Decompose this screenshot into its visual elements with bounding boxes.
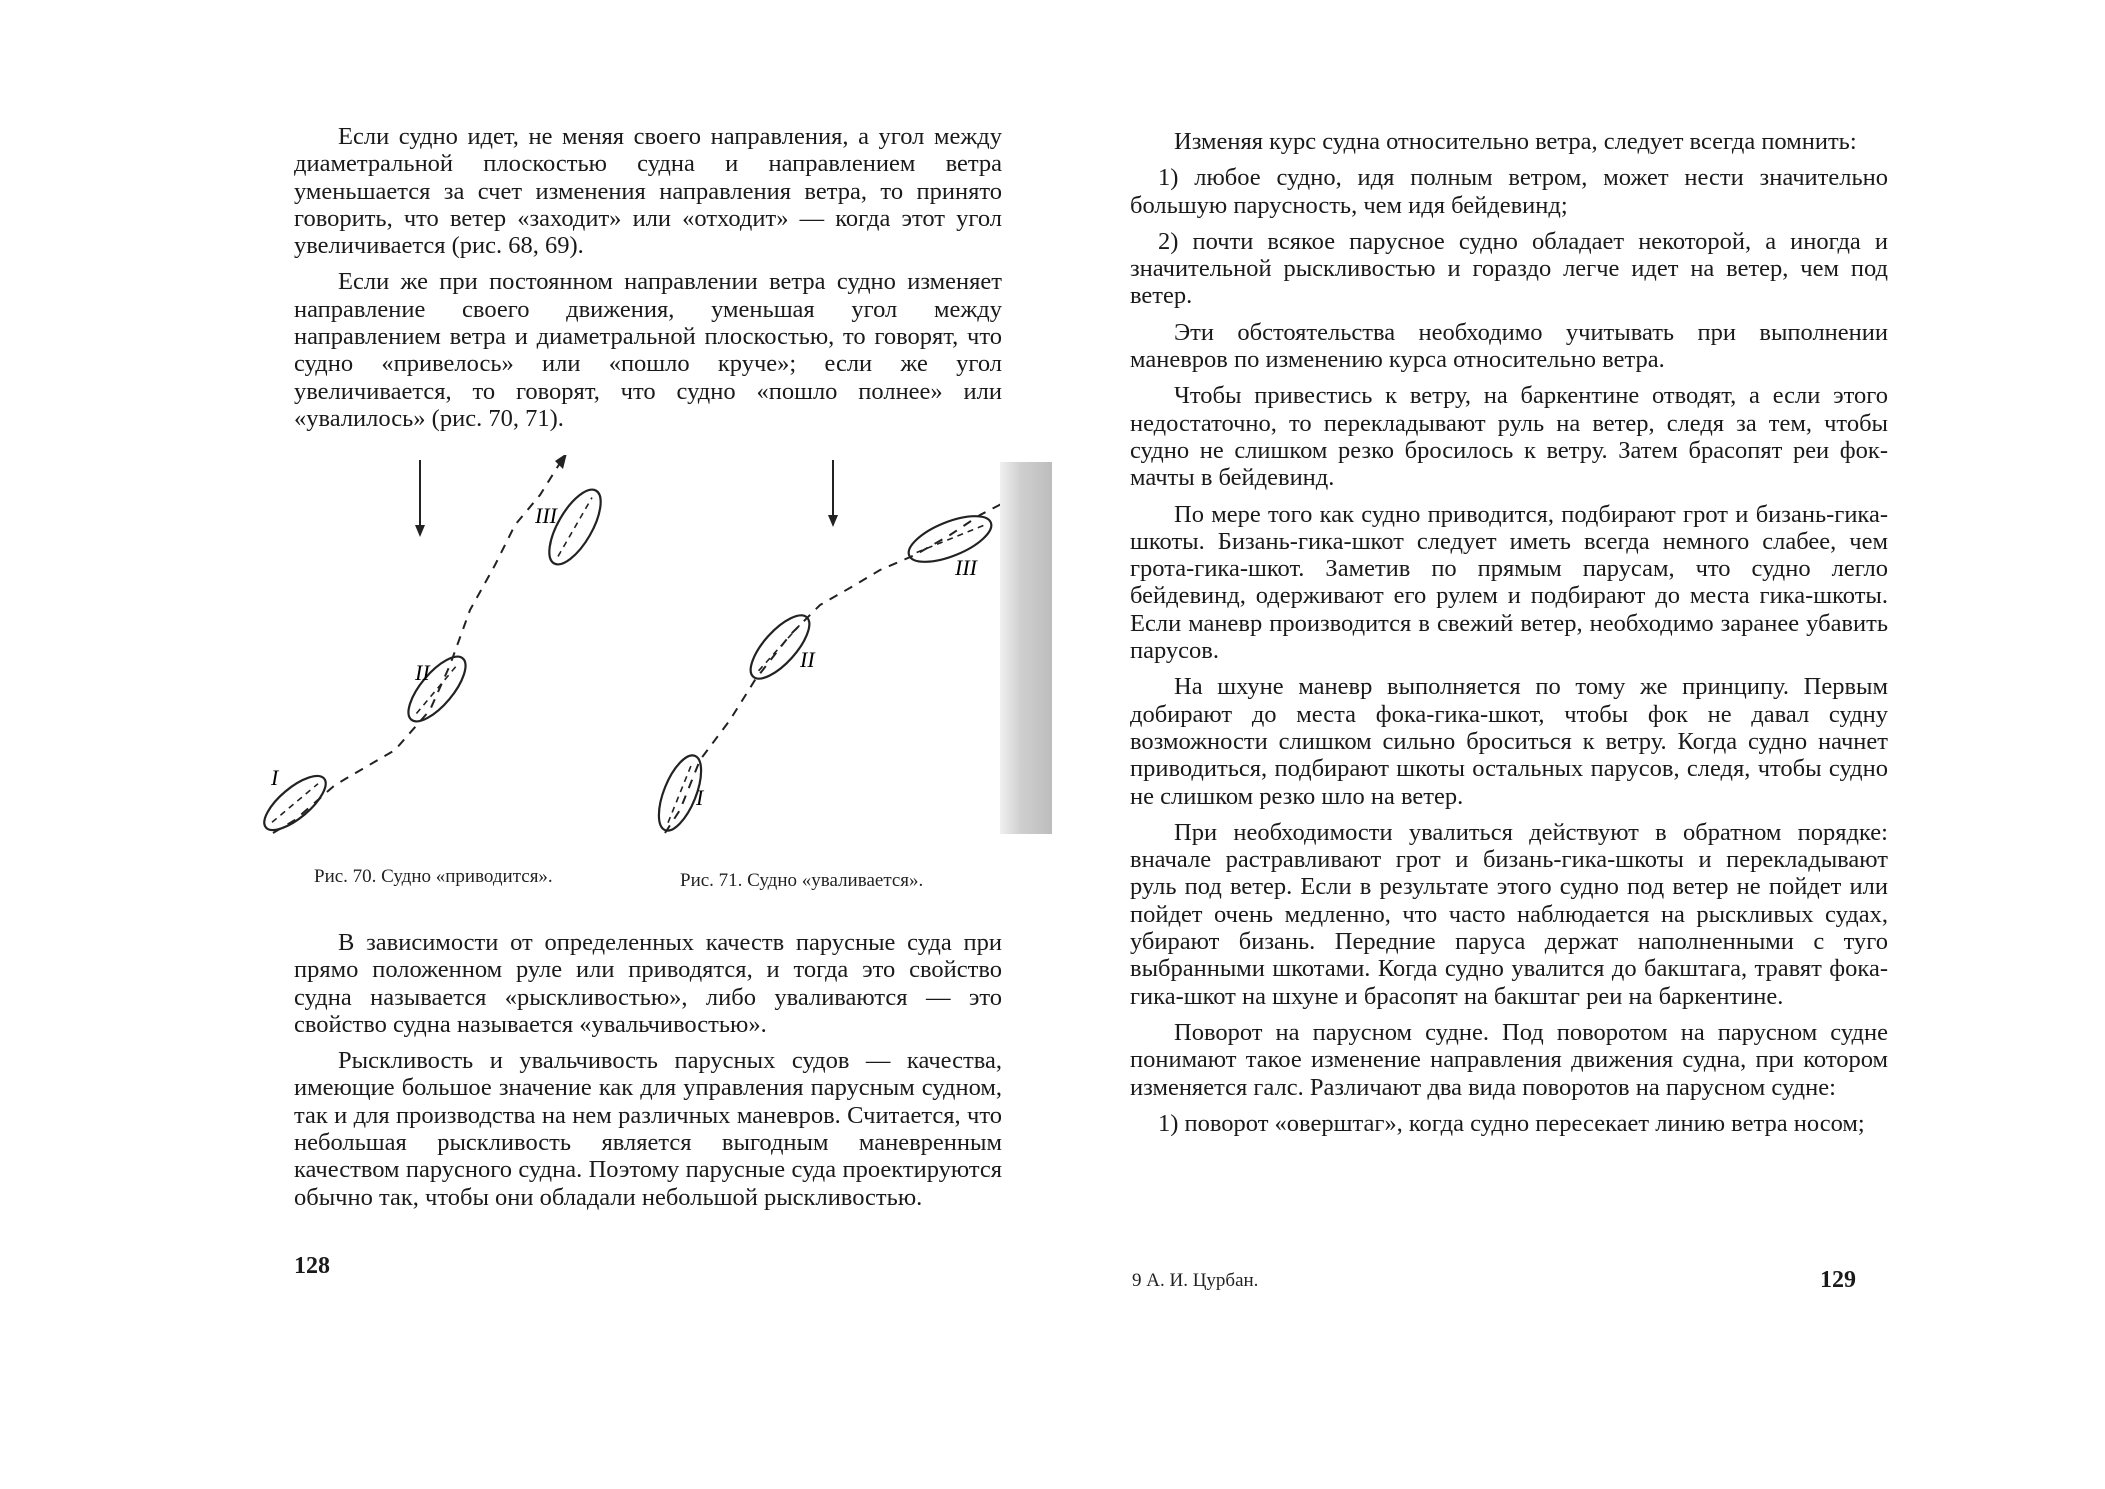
left-text-top [294,123,1002,441]
boat-label-1: I [696,785,704,810]
list-item: 1) поворот «оверштаг», когда судно пересекает линию ветра носом; [1158,1109,1865,1137]
signature-mark: 9 А. И. Цурбан. [1132,1270,1259,1291]
list-item: 1) любое судно, идя полным ветром, может нести значительно большую парусность, чем идя бейдевинд; [1130,164,1888,219]
scan-shadow [1000,462,1052,834]
paragraph: Изменяя курс судна относительно ветра, следует всегда помнить: [1174,128,1857,155]
figure-70-drawing [255,455,635,835]
course-track [273,463,560,833]
boat-label-2: II [800,647,815,672]
paragraph: На шхуне маневр выполняется по тому же принципу. Первым добирают до места фока-гика-шкот, чтобы фок не давал судну возможности слишком сильно броситься к ветру. Когда судно начнет приводиться, подбирают шкоты остальных парусов, следя, чтобы судно не слишком резко шло на ветер. [1130,673,1888,810]
boat-2 [399,648,475,730]
boat-1 [256,767,334,835]
paragraph: Если судно идет, не меняя своего направления, а угол между диаметральной плоскостью судна и направлением ветра уменьшается за счет изменения направления ветра, то принято говорить, что ветер «заходит» или «отходит» — когда этот угол увеличивается (рис. 68, 69). [294,123,1002,260]
wind-arrow-head [415,525,425,537]
figure-70 [255,455,635,835]
paragraph: Чтобы привестись к ветру, на баркентине отводят, а если этого недостаточно, то перекладывают руль на ветер, следя за тем, чтобы судно не слишком резко бросилось к ветру. Затем брасопят реи фок-мачты в бейдевинд. [1130,382,1888,492]
paragraph: Эти обстоятельства необходимо учитывать при выполнении маневров по изменению курса относительно ветра. [1130,318,1888,374]
figure-71 [640,455,1052,835]
right-text [1130,128,1888,1146]
paragraph: Рыскливость и увальчивость парусных судов — качества, имеющие большое значение как для управления парусным судном, так и для производства на нем различных маневров. Считается, что небольшая рыскливость является выгодным маневренным качеством парусного судна. Поэтому парусные суда проектируются обычно так, чтобы они обладали небольшой рыскливостью. [294,1047,1002,1211]
boat-label-3: III [955,555,977,580]
caption-text: Рис. 71. Судно «уваливается». [680,870,924,891]
paragraph: При необходимости увалиться действуют в обратном порядке: вначале растравливают грот и бизань-гика-шкоты и перекладывают руль под ветер. Если в результате этого судно под ветер не пойдет или пойдет очень медленно, что часто наблюдается на рыскливых судах, убирают бизань. Передние паруса держат наполненными с туго выбранными шкотами. Когда судно увалится до бакштага, травят фока-гика-шкот на шхуне и брасопят на бакштаг реи на баркентине. [1130,818,1888,1010]
boat-3 [903,507,997,571]
boat-label-1: I [271,765,279,790]
left-page [0,0,1052,1489]
paragraph: Если же при постоянном направлении ветра судно изменяет направление своего движения, уменьшая угол между направлением ветра и диаметральной плоскостью, то говорят, что судно «привелось» или «пошло круче»; если же угол увеличивается, то говорят, что судно «пошло полнее» или «увалилось» (рис. 70, 71). [294,268,1002,432]
page-number-left: 128 [294,1253,330,1279]
left-text-bottom [294,929,1002,1220]
caption-text: Рис. 70. Судно «приводится». [314,866,553,887]
course-track [665,497,1015,833]
boat-label-3: III [535,503,557,528]
boat-label-2: II [415,660,430,685]
figure-71-drawing [640,455,1052,835]
figure-71-caption [680,870,1030,892]
list-item: 2) почти всякое парусное судно обладает некоторой, а иногда и значительной рыскливостью и гораздо легче идет на ветер, чем под ветер. [1130,227,1888,310]
paragraph: Поворот на парусном судне. Под поворотом на парусном судне понимают такое изменение направления движения судна, при котором изменяется галс. Различают два вида поворотов на парусном судне: [1130,1018,1888,1101]
paragraph: В зависимости от определенных качеств парусные суда при прямо положенном руле или приводятся, и тогда это свойство судна называется «рыскливостью», либо уваливаются — это свойство судна называется «увальчивостью». [294,929,1002,1038]
right-page [1052,0,2105,1489]
figure-70-caption [314,866,584,888]
paragraph: По мере того как судно приводится, подбирают грот и бизань-гика-шкоты. Бизань-гика-шкот следует иметь всегда немного слабее, чем грота-гика-шкот. Заметив по прямым парусам, что судно легло бейдевинд, одерживают его рулем и подбирают до места гика-шкоты. Если маневр производится в свежий ветер, необходимо заранее убавить парусов. [1130,500,1888,665]
page-number-right: 129 [1820,1267,1856,1293]
wind-arrow-head [828,515,838,527]
